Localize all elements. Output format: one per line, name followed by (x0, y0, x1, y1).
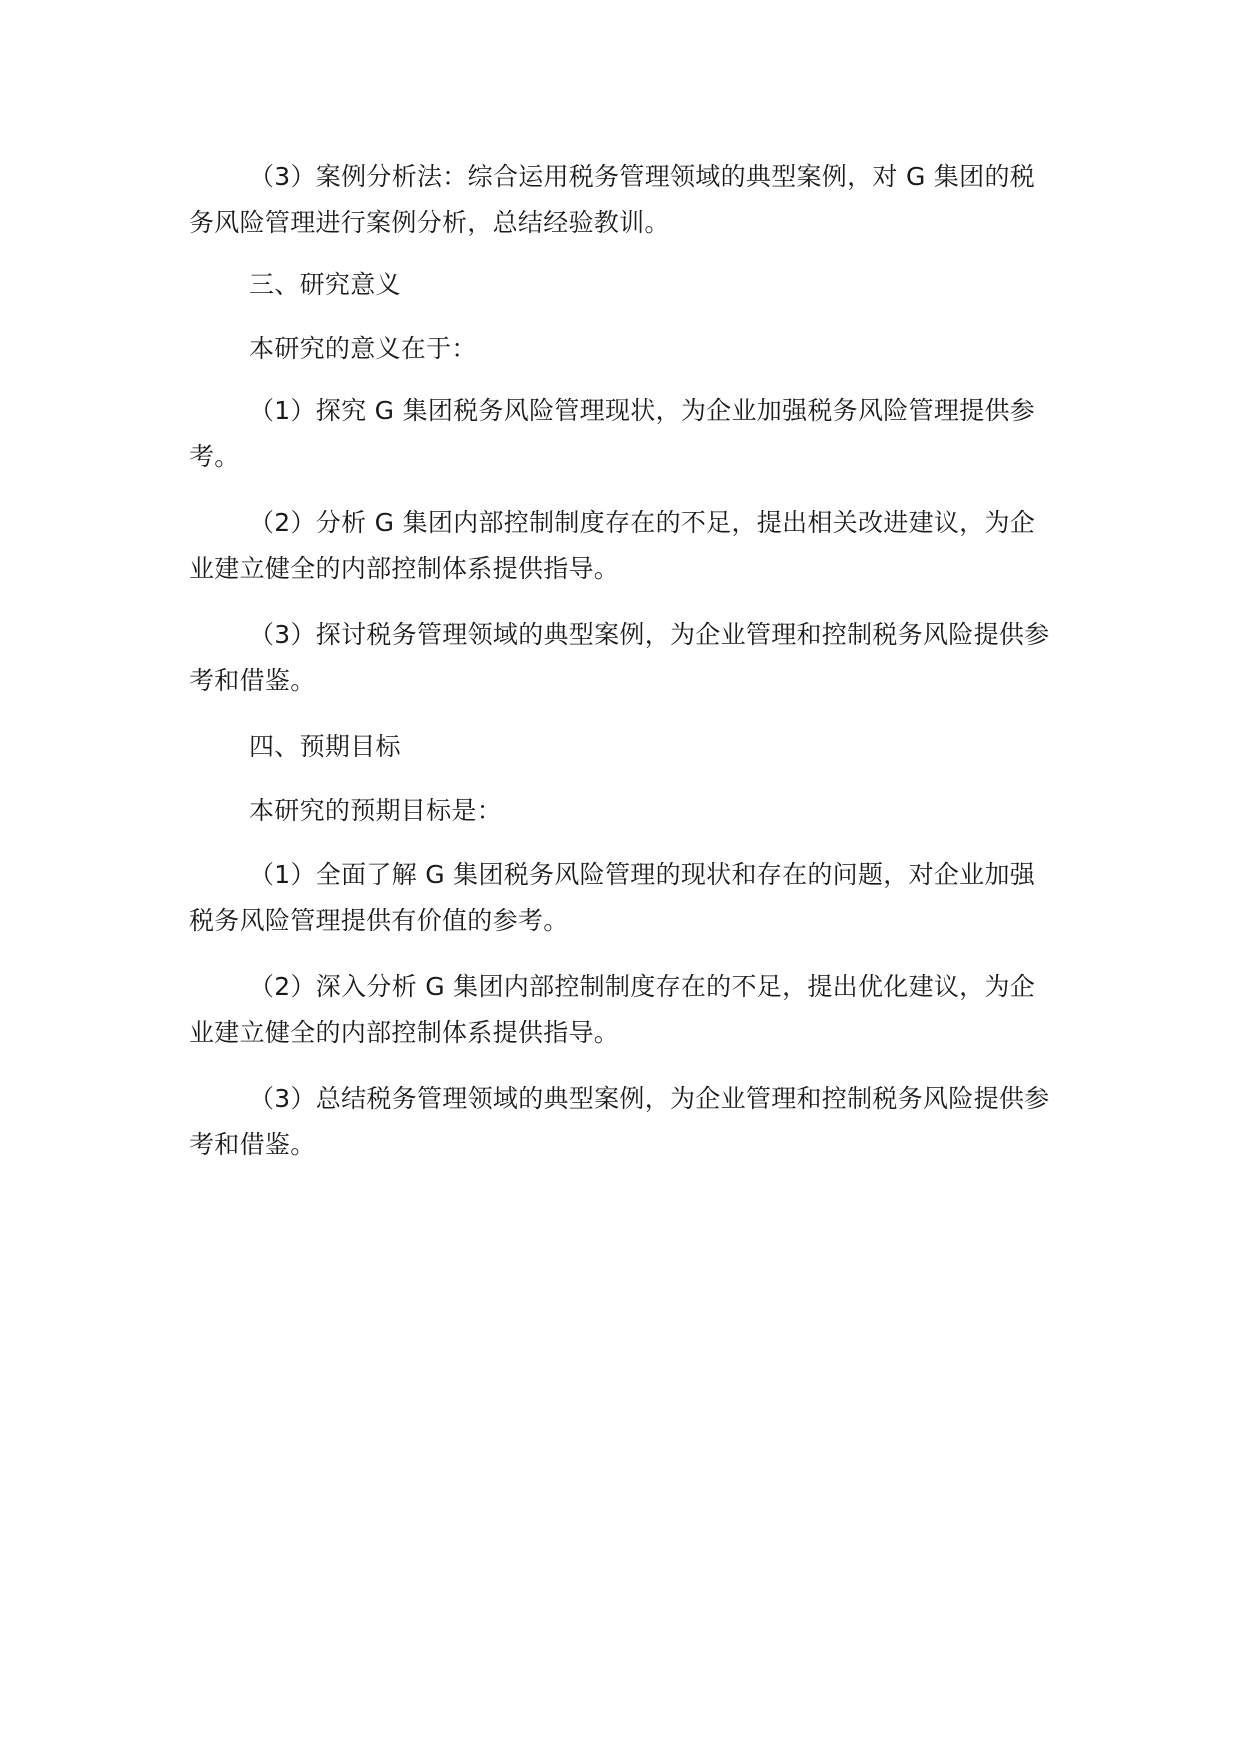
paragraph-significance-3: （3）探讨税务管理领域的典型案例，为企业管理和控制税务风险提供参考和借鉴。 (189, 620, 1050, 695)
paragraph-significance-2: （2）分析 G 集团内部控制制度存在的不足，提出相关改进建议，为企业建立健全的内部控制体系提供指导。 (189, 508, 1036, 583)
paragraph-goal-3: （3）总结税务管理领域的典型案例，为企业管理和控制税务风险提供参考和借鉴。 (189, 1084, 1050, 1159)
section-heading-goals: 四、预期目标 (249, 732, 401, 761)
paragraph-significance-1: （1）探究 G 集团税务风险管理现状，为企业加强税务风险管理提供参考。 (189, 396, 1036, 471)
paragraph-goals-intro: 本研究的预期目标是： (249, 796, 503, 825)
paragraph-goal-1: （1）全面了解 G 集团税务风险管理的现状和存在的问题，对企业加强税务风险管理提供有价值的参考。 (189, 860, 1036, 935)
paragraph-method-3: （3）案例分析法：综合运用税务管理领域的典型案例，对 G 集团的税务风险管理进行案例分析，总结经验教训。 (189, 162, 1036, 237)
paragraph-goal-2: （2）深入分析 G 集团内部控制制度存在的不足，提出优化建议，为企业建立健全的内部控制体系提供指导。 (189, 972, 1036, 1047)
paragraph-significance-intro: 本研究的意义在于： (249, 334, 477, 363)
section-heading-significance: 三、研究意义 (249, 270, 401, 299)
